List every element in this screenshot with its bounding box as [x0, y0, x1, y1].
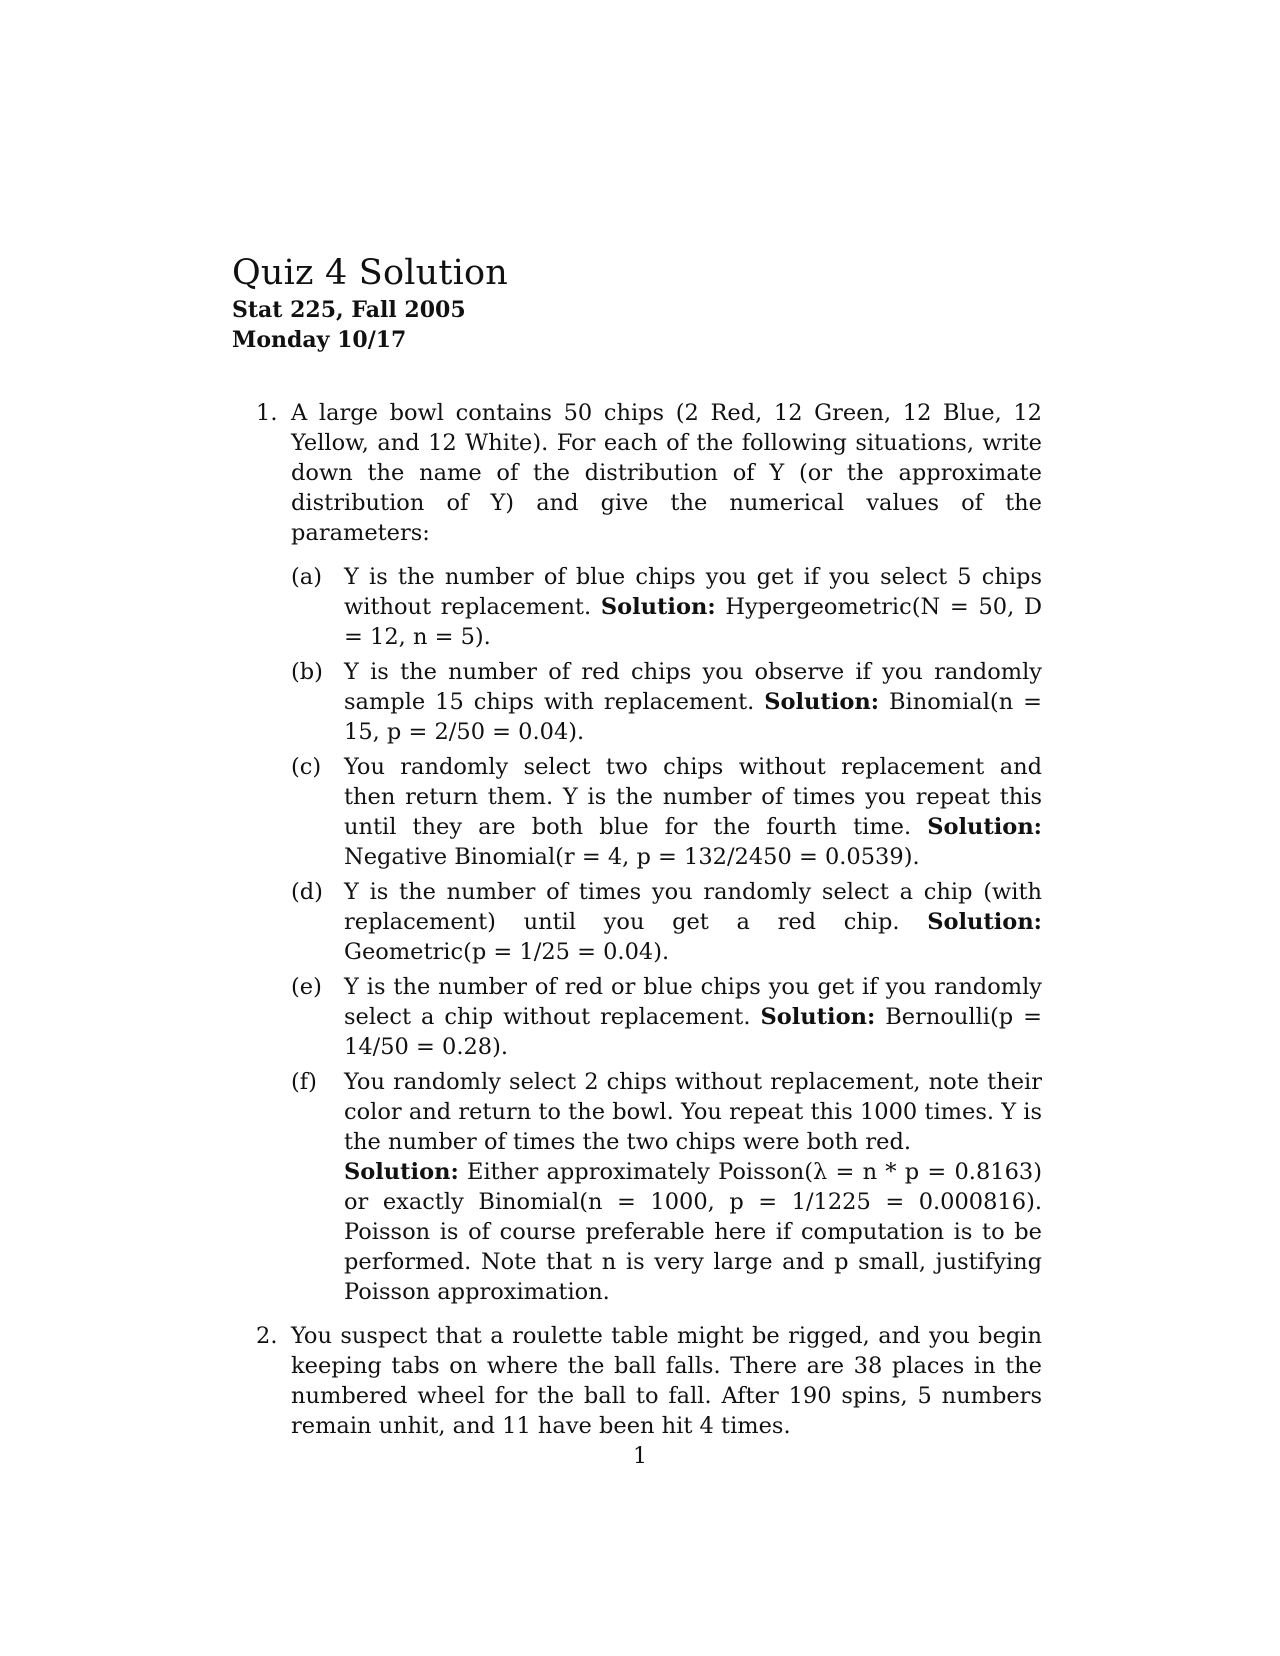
- subpart-d: [291, 877, 1042, 967]
- solution-text: Either approximately Poisson(λ = n * p = 0.8163) or exactly Binomial(n = 1000, p = 1/1225 = 0.000816). Poisson is of course preferable here if computation is to be performed. Note that n is very large and p small, justifying Poisson approximation.: [344, 1159, 1042, 1305]
- solution-text: Geometric(p = 1/25 = 0.04).: [344, 939, 670, 965]
- subpart-label: (b): [291, 659, 323, 685]
- problem-number: 2.: [256, 1323, 278, 1349]
- page-number: 1: [633, 1444, 647, 1469]
- subpart-question: Y is the number of blue chips you get if you select 5 chips without replacement.: [344, 564, 1042, 620]
- solution-text: Binomial(n = 15, p = 2/50 = 0.04).: [344, 689, 1042, 745]
- subpart-question: Y is the number of red or blue chips you get if you randomly select a chip without replacement.: [344, 974, 1042, 1030]
- problem-1: [256, 398, 1042, 1307]
- subpart-body: [344, 972, 1042, 1062]
- subpart-body: [344, 562, 1042, 652]
- solution-label: Solution:: [760, 1004, 876, 1030]
- solution-label: Solution:: [600, 594, 716, 620]
- subpart-label: (e): [291, 974, 322, 1000]
- subpart-a: [291, 562, 1042, 652]
- subpart-body: [344, 657, 1042, 747]
- solution-label: Solution:: [344, 1159, 459, 1185]
- course-subtitle: Stat 225, Fall 2005: [232, 297, 466, 323]
- subpart-question: You randomly select two chips without replacement and then return them. Y is the number of times you repeat this until they are both blue for the fourth time.: [344, 754, 1042, 840]
- solution-text: Negative Binomial(r = 4, p = 132/2450 = 0.0539).: [344, 844, 920, 870]
- subpart-label: (d): [291, 879, 323, 905]
- problem-number: 1.: [256, 400, 278, 426]
- subpart-e: [291, 972, 1042, 1062]
- subpart-label: (f): [291, 1069, 317, 1095]
- problem-2: [256, 1321, 1042, 1441]
- subpart-list: [291, 562, 1042, 1307]
- subpart-question: Y is the number of red chips you observe if you randomly sample 15 chips with replacement.: [344, 659, 1042, 715]
- solution-label: Solution:: [927, 909, 1042, 935]
- problem-text: You suspect that a roulette table might be rigged, and you begin keeping tabs on where the ball falls. There are 38 places in the numbered wheel for the ball to fall. After 190 spins, 5 numbers remain unhit, and 11 have been hit 4 times.: [291, 1323, 1042, 1439]
- subpart-question: You randomly select 2 chips without replacement, note their color and return to the bowl. You repeat this 1000 times. Y is the number of times the two chips were both red.: [344, 1069, 1042, 1155]
- subpart-c: [291, 752, 1042, 872]
- solution-text: Bernoulli(p = 14/50 = 0.28).: [344, 1004, 1043, 1060]
- page-title: Quiz 4 Solution: [232, 253, 509, 293]
- problem-text: A large bowl contains 50 chips (2 Red, 12 Green, 12 Blue, 12 Yellow, and 12 White). For each of the following situations, write down the name of the distribution of Y (or the approximate distribution of Y) and give the numerical values of the parameters:: [291, 400, 1042, 546]
- date-subtitle: Monday 10/17: [232, 327, 407, 353]
- subpart-body: [344, 1067, 1042, 1157]
- problem-list: [256, 398, 1042, 1455]
- subpart-question: Y is the number of times you randomly select a chip (with replacement) until you get a red chip.: [344, 879, 1042, 935]
- subpart-label: (c): [291, 754, 322, 780]
- subpart-f: [291, 1067, 1042, 1307]
- subpart-b: [291, 657, 1042, 747]
- subpart-solution: [344, 1157, 1042, 1307]
- solution-label: Solution:: [927, 814, 1042, 840]
- subpart-label: (a): [291, 564, 322, 590]
- subpart-body: [344, 877, 1042, 967]
- subpart-body: [344, 752, 1042, 872]
- solution-label: Solution:: [764, 689, 880, 715]
- solution-text: Hypergeometric(N = 50, D = 12, n = 5).: [344, 594, 1043, 650]
